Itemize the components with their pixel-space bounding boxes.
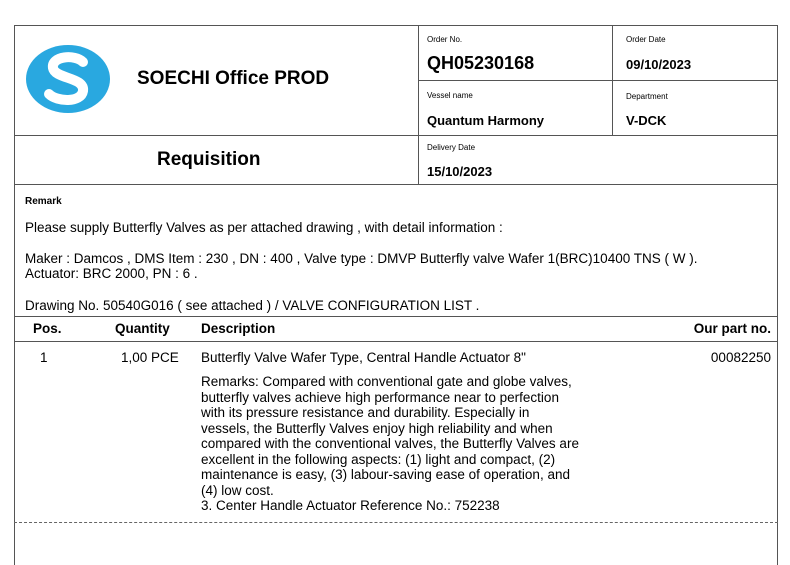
fields-row-divider: [418, 80, 778, 81]
row-quantity: 1,00 PCE: [121, 350, 179, 365]
row-part-no: 00082250: [710, 350, 771, 365]
document-title: Requisition: [157, 149, 261, 170]
row-pos: 1: [40, 350, 48, 365]
remark-line-1: Please supply Butterfly Valves as per attached drawing , with detail information :: [25, 220, 503, 235]
remarks-line: with its pressure resistance and durability. Especially in: [201, 405, 530, 420]
delivery-date-label: Delivery Date: [427, 143, 476, 152]
remarks-line: maintenance is easy, (3) labour-saving ease of operation, and: [201, 467, 570, 482]
remarks-line: vessels, the Butterfly Valves enjoy high reliability and when: [201, 420, 553, 436]
column-header-part-no: Our part no.: [693, 321, 771, 336]
row-remarks: [201, 374, 621, 514]
remarks-line: excellent in the following aspects: (1) light and compact, (2): [201, 451, 556, 467]
company-logo-icon: [25, 44, 111, 114]
remark-line-2: Maker : Damcos , DMS Item : 230 , DN : 400 , Valve type : DMVP Butterfly valve Wafer 1(BRC)10400 TNS ( W ).: [25, 251, 698, 266]
column-header-pos: Pos.: [33, 321, 62, 336]
department-value: V-DCK: [626, 113, 667, 128]
department-label: Department: [626, 92, 668, 101]
order-no-label: Order No.: [427, 35, 463, 44]
order-date-value: 09/10/2023: [626, 57, 692, 72]
remarks-line: 3. Center Handle Actuator Reference No.: 752238: [201, 498, 500, 513]
table-top-border: [14, 316, 778, 317]
header-divider: [14, 135, 778, 136]
header-bottom-divider: [14, 184, 778, 185]
fields-mid-divider: [612, 25, 613, 135]
remarks-line: Remarks: Compared with conventional gate and globe valves,: [201, 374, 572, 389]
remark-line-3: Actuator: BRC 2000, PN : 6 .: [25, 266, 198, 281]
company-name: SOECHI Office PROD: [137, 68, 330, 89]
remarks-line: butterfly valves achieve high performance near to perfection: [201, 389, 559, 405]
row-separator: [14, 522, 778, 523]
row-description: Butterfly Valve Wafer Type, Central Handle Actuator 8": [201, 350, 526, 365]
order-date-label: Order Date: [626, 35, 666, 44]
order-no-value: QH05230168: [427, 53, 535, 73]
vessel-value: Quantum Harmony: [427, 113, 545, 128]
fields-left-divider: [418, 25, 419, 184]
column-header-description: Description: [201, 321, 276, 336]
vessel-label: Vessel name: [427, 91, 473, 100]
remark-label: Remark: [25, 196, 62, 207]
remark-line-4: Drawing No. 50540G016 ( see attached ) / VALVE CONFIGURATION LIST .: [25, 298, 480, 313]
table-header-divider: [14, 341, 778, 342]
remarks-line: (4) low cost.: [201, 482, 274, 498]
column-header-quantity: Quantity: [115, 321, 170, 336]
delivery-date-value: 15/10/2023: [427, 164, 493, 179]
remarks-line: compared with the conventional valves, the Butterfly Valves are: [201, 436, 579, 451]
